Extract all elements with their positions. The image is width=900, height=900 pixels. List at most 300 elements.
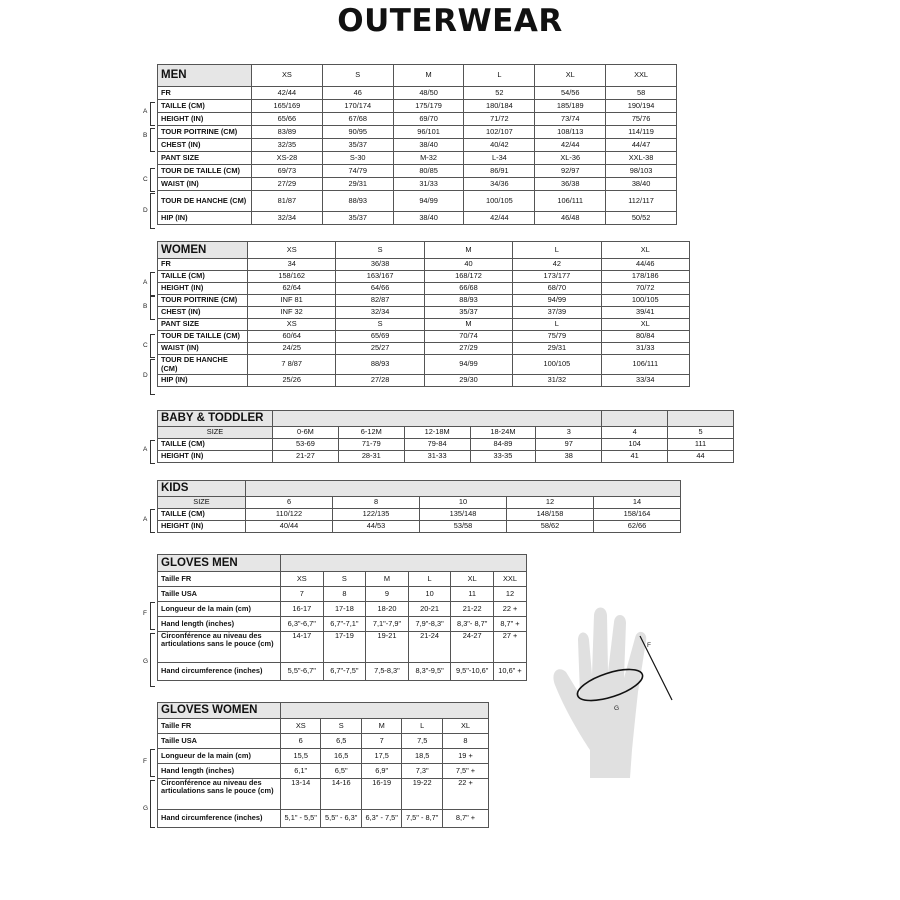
table-row — [158, 521, 681, 533]
group-letter-a: A — [143, 516, 148, 523]
group-letter-c: C — [143, 342, 148, 349]
cell: 7 8/87 — [248, 355, 336, 375]
gloves-women-size-table — [157, 702, 489, 828]
row-label: FR — [158, 259, 248, 271]
size-cell: L — [464, 65, 535, 87]
cell: 40 — [424, 259, 512, 271]
cell: 31/32 — [513, 375, 601, 387]
table-header-row — [158, 555, 527, 572]
cell: 29/30 — [424, 375, 512, 387]
row-label: TOUR POITRINE (CM) — [158, 126, 252, 139]
cell: 173/177 — [513, 271, 601, 283]
table-row — [158, 617, 527, 632]
table-row — [158, 427, 734, 439]
table-row — [158, 719, 489, 734]
cell: 110/122 — [246, 509, 333, 521]
cell: 62/66 — [594, 521, 681, 533]
cell: 80/85 — [393, 165, 464, 178]
group-bracket — [150, 440, 155, 464]
gloves-men-size-table — [157, 554, 527, 681]
group-bracket — [150, 272, 155, 296]
row-label: HEIGHT (IN) — [158, 283, 248, 295]
table-row — [158, 509, 681, 521]
table-row — [158, 283, 690, 295]
cell: XL — [451, 572, 494, 587]
cell: 42 — [513, 259, 601, 271]
cell: 6 — [281, 734, 321, 749]
table-row — [158, 152, 677, 165]
row-label: PANT SIZE — [158, 152, 252, 165]
cell: 6,1" — [281, 764, 321, 779]
cell: 35/37 — [322, 139, 393, 152]
cell: 180/184 — [464, 100, 535, 113]
table-row — [158, 439, 734, 451]
cell: 44/53 — [333, 521, 420, 533]
group-bracket — [150, 128, 155, 152]
cell: 11 — [451, 587, 494, 602]
group-bracket — [150, 168, 155, 192]
cell: 8,3"- 8,7" — [451, 617, 494, 632]
table-row — [158, 126, 677, 139]
cell: INF 32 — [248, 307, 336, 319]
cell: 6,3"-6,7" — [281, 617, 324, 632]
group-bracket — [150, 359, 155, 395]
cell: XS — [248, 319, 336, 331]
cell: 5,5"-6,7" — [281, 663, 324, 681]
row-label: HIP (IN) — [158, 212, 252, 225]
cell: 100/105 — [464, 191, 535, 212]
row-label: WAIST (IN) — [158, 178, 252, 191]
row-label: Circonférence au niveau des articulations sans le pouce (cm) — [158, 779, 281, 810]
cell: S — [321, 719, 361, 734]
cell: 88/93 — [424, 295, 512, 307]
table-row — [158, 734, 489, 749]
cell: 7,5" - 8,7" — [402, 810, 443, 828]
cell: 35/37 — [322, 212, 393, 225]
cell: S-30 — [322, 152, 393, 165]
row-label: Taille FR — [158, 719, 281, 734]
row-label: Longueur de la main (cm) — [158, 602, 281, 617]
cell: 135/148 — [420, 509, 507, 521]
header-fill — [246, 481, 681, 497]
cell: 31/33 — [601, 343, 689, 355]
cell: 38/40 — [393, 139, 464, 152]
cell: 19 + — [442, 749, 488, 764]
cell: 54/56 — [535, 87, 606, 100]
cell: 73/74 — [535, 113, 606, 126]
cell: 98/103 — [606, 165, 677, 178]
table-row — [158, 113, 677, 126]
table-row — [158, 271, 690, 283]
header-fill — [273, 411, 602, 427]
cell: 66/68 — [424, 283, 512, 295]
group-bracket — [150, 749, 155, 777]
cell: 17-19 — [323, 632, 366, 663]
cell: 40/44 — [246, 521, 333, 533]
row-label: TAILLE (CM) — [158, 100, 252, 113]
header-fill — [281, 703, 489, 719]
group-letter-d: D — [143, 372, 148, 379]
cell: 148/158 — [507, 509, 594, 521]
cell: 14-16 — [321, 779, 361, 810]
hand-icon — [550, 600, 680, 780]
glove-label-f: F — [647, 642, 651, 649]
cell: 35/37 — [424, 307, 512, 319]
cell: 38/40 — [606, 178, 677, 191]
glove-label-g: G — [614, 705, 620, 712]
cell: M — [366, 572, 409, 587]
size-cell: 0-6M — [273, 427, 339, 439]
cell: 6,5 — [321, 734, 361, 749]
row-label: TAILLE (CM) — [158, 439, 273, 451]
cell: 185/189 — [535, 100, 606, 113]
cell: 9,5"-10,6" — [451, 663, 494, 681]
table-header-row — [158, 242, 690, 259]
cell: 111 — [668, 439, 734, 451]
cell: 19-21 — [366, 632, 409, 663]
cell: 70/72 — [601, 283, 689, 295]
size-cell: XS — [248, 242, 336, 259]
row-label: TOUR DE HANCHE (CM) — [158, 355, 248, 375]
cell: 6,9" — [361, 764, 401, 779]
table-row — [158, 663, 527, 681]
cell: 178/186 — [601, 271, 689, 283]
size-cell: 10 — [420, 497, 507, 509]
cell: 44/46 — [601, 259, 689, 271]
cell: 10 — [408, 587, 451, 602]
header-fill — [602, 411, 668, 427]
cell: 14-17 — [281, 632, 324, 663]
cell: 7,9"-8,3" — [408, 617, 451, 632]
size-cell: L — [513, 242, 601, 259]
table-row — [158, 165, 677, 178]
cell: 163/167 — [336, 271, 424, 283]
cell: L-34 — [464, 152, 535, 165]
cell: 190/194 — [606, 100, 677, 113]
size-cell: XS — [252, 65, 323, 87]
cell: 112/117 — [606, 191, 677, 212]
kids-size-table — [157, 480, 681, 533]
cell: 8,3"-9,5" — [408, 663, 451, 681]
size-label: SIZE — [158, 497, 246, 509]
cell: 58 — [606, 87, 677, 100]
cell: 94/99 — [393, 191, 464, 212]
group-letter-g: G — [143, 805, 149, 812]
row-label: Hand length (inches) — [158, 617, 281, 632]
group-letter-g: G — [143, 658, 149, 665]
cell: 71/72 — [464, 113, 535, 126]
cell: 106/111 — [601, 355, 689, 375]
cell: 7,3" — [402, 764, 443, 779]
size-cell: 6 — [246, 497, 333, 509]
group-bracket — [150, 780, 155, 828]
cell: 69/70 — [393, 113, 464, 126]
table-row — [158, 178, 677, 191]
row-label: FR — [158, 87, 252, 100]
cell: XS-28 — [252, 152, 323, 165]
group-bracket — [150, 193, 155, 229]
cell: INF 81 — [248, 295, 336, 307]
row-label: Longueur de la main (cm) — [158, 749, 281, 764]
cell: 60/64 — [248, 331, 336, 343]
cell: 75/79 — [513, 331, 601, 343]
table-row — [158, 749, 489, 764]
row-label: Hand circumference (inches) — [158, 663, 281, 681]
table-heading: GLOVES WOMEN — [158, 703, 281, 719]
cell: 165/169 — [252, 100, 323, 113]
cell: 46/48 — [535, 212, 606, 225]
cell: 32/34 — [336, 307, 424, 319]
table-row — [158, 331, 690, 343]
cell: 17-18 — [323, 602, 366, 617]
cell: 46 — [322, 87, 393, 100]
cell: 80/84 — [601, 331, 689, 343]
cell: 7 — [361, 734, 401, 749]
table-heading: MEN — [158, 65, 252, 87]
cell: S — [323, 572, 366, 587]
cell: 106/111 — [535, 191, 606, 212]
row-label: TOUR DE HANCHE (CM) — [158, 191, 252, 212]
table-row — [158, 343, 690, 355]
size-cell: 8 — [333, 497, 420, 509]
cell: 25/26 — [248, 375, 336, 387]
cell: 36/38 — [336, 259, 424, 271]
size-cell: S — [322, 65, 393, 87]
cell: 7,1"-7,9" — [366, 617, 409, 632]
cell: 31-33 — [404, 451, 470, 463]
cell: 92/97 — [535, 165, 606, 178]
cell: 24/25 — [248, 343, 336, 355]
size-cell: XL — [535, 65, 606, 87]
cell: 15,5 — [281, 749, 321, 764]
cell: 74/79 — [322, 165, 393, 178]
cell: 88/93 — [336, 355, 424, 375]
cell: 16-17 — [281, 602, 324, 617]
cell: 38/40 — [393, 212, 464, 225]
cell: 27/29 — [424, 343, 512, 355]
cell: 48/50 — [393, 87, 464, 100]
cell: XL — [442, 719, 488, 734]
cell: 108/113 — [535, 126, 606, 139]
cell: 8 — [442, 734, 488, 749]
women-size-table — [157, 241, 690, 387]
cell: 44 — [668, 451, 734, 463]
group-bracket — [150, 602, 155, 630]
cell: 38 — [536, 451, 602, 463]
size-cell: 12-18M — [404, 427, 470, 439]
cell: 32/34 — [252, 212, 323, 225]
table-row — [158, 602, 527, 617]
group-letter-a: A — [143, 446, 148, 453]
table-row — [158, 319, 690, 331]
cell: 96/101 — [393, 126, 464, 139]
cell: 44/47 — [606, 139, 677, 152]
cell: XL-36 — [535, 152, 606, 165]
cell: 5,5" - 6,3" — [321, 810, 361, 828]
cell: 53-69 — [273, 439, 339, 451]
cell: 68/70 — [513, 283, 601, 295]
size-cell: XL — [601, 242, 689, 259]
cell: 27 + — [494, 632, 527, 663]
cell: 79-84 — [404, 439, 470, 451]
cell: 29/31 — [513, 343, 601, 355]
table-row — [158, 307, 690, 319]
cell: 83/89 — [252, 126, 323, 139]
size-label: SIZE — [158, 427, 273, 439]
cell: L — [408, 572, 451, 587]
cell: 58/62 — [507, 521, 594, 533]
table-row — [158, 259, 690, 271]
cell: 6,5" — [321, 764, 361, 779]
cell: 65/66 — [252, 113, 323, 126]
cell: 86/91 — [464, 165, 535, 178]
cell: 8,7" + — [442, 810, 488, 828]
row-label: Hand circumference (inches) — [158, 810, 281, 828]
cell: 90/95 — [322, 126, 393, 139]
cell: 31/33 — [393, 178, 464, 191]
size-cell: 3 — [536, 427, 602, 439]
cell: 67/68 — [322, 113, 393, 126]
row-label: Taille FR — [158, 572, 281, 587]
cell: 70/74 — [424, 331, 512, 343]
cell: 32/35 — [252, 139, 323, 152]
cell: XXL — [494, 572, 527, 587]
table-row — [158, 100, 677, 113]
table-row — [158, 587, 527, 602]
row-label: WAIST (IN) — [158, 343, 248, 355]
table-heading: GLOVES MEN — [158, 555, 281, 572]
cell: 81/87 — [252, 191, 323, 212]
cell: 8 — [323, 587, 366, 602]
row-label: HEIGHT (IN) — [158, 451, 273, 463]
cell: 12 — [494, 587, 527, 602]
cell: S — [336, 319, 424, 331]
group-letter-c: C — [143, 176, 148, 183]
row-label: Hand length (inches) — [158, 764, 281, 779]
cell: 158/162 — [248, 271, 336, 283]
cell: 37/39 — [513, 307, 601, 319]
cell: 10,6" + — [494, 663, 527, 681]
cell: 168/172 — [424, 271, 512, 283]
cell: 88/93 — [322, 191, 393, 212]
table-row — [158, 572, 527, 587]
cell: 9 — [366, 587, 409, 602]
cell: 5,1" - 5,5" — [281, 810, 321, 828]
cell: 16,5 — [321, 749, 361, 764]
table-row — [158, 632, 527, 663]
group-letter-f: F — [143, 758, 147, 765]
cell: XL — [601, 319, 689, 331]
glove-illustration — [550, 600, 680, 780]
page-title: OUTERWEAR — [337, 3, 563, 39]
group-bracket — [150, 102, 155, 126]
cell: 104 — [602, 439, 668, 451]
cell: 18,5 — [402, 749, 443, 764]
group-letter-a: A — [143, 279, 148, 286]
cell: 8,7" + — [494, 617, 527, 632]
size-cell: S — [336, 242, 424, 259]
cell: 34 — [248, 259, 336, 271]
cell: 6,7"-7,1" — [323, 617, 366, 632]
cell: 84-89 — [470, 439, 536, 451]
table-header-row — [158, 65, 677, 87]
group-bracket — [150, 633, 155, 687]
table-row — [158, 139, 677, 152]
group-letter-f: F — [143, 610, 147, 617]
table-row — [158, 212, 677, 225]
cell: 158/164 — [594, 509, 681, 521]
cell: 24-27 — [451, 632, 494, 663]
cell: 16-19 — [361, 779, 401, 810]
cell: 40/42 — [464, 139, 535, 152]
cell: 97 — [536, 439, 602, 451]
table-row — [158, 295, 690, 307]
row-label: HIP (IN) — [158, 375, 248, 387]
row-label: PANT SIZE — [158, 319, 248, 331]
size-cell: 6-12M — [338, 427, 404, 439]
group-bracket — [150, 334, 155, 358]
cell: 52 — [464, 87, 535, 100]
cell: 7,5 — [402, 734, 443, 749]
row-label: TAILLE (CM) — [158, 271, 248, 283]
cell: 13-14 — [281, 779, 321, 810]
cell: 7,5" + — [442, 764, 488, 779]
cell: M — [361, 719, 401, 734]
header-fill — [281, 555, 527, 572]
size-cell: M — [393, 65, 464, 87]
row-label: CHEST (IN) — [158, 307, 248, 319]
row-label: HEIGHT (IN) — [158, 113, 252, 126]
cell: 21-22 — [451, 602, 494, 617]
size-cell: 4 — [602, 427, 668, 439]
cell: 100/105 — [601, 295, 689, 307]
group-letter-a: A — [143, 108, 148, 115]
table-header-row — [158, 411, 734, 427]
row-label: CHEST (IN) — [158, 139, 252, 152]
cell: L — [402, 719, 443, 734]
cell: 25/27 — [336, 343, 424, 355]
cell: 41 — [602, 451, 668, 463]
cell: 75/76 — [606, 113, 677, 126]
group-bracket — [150, 509, 155, 533]
cell: M-32 — [393, 152, 464, 165]
cell: 27/28 — [336, 375, 424, 387]
cell: 94/99 — [513, 295, 601, 307]
cell: 20-21 — [408, 602, 451, 617]
table-row — [158, 355, 690, 375]
cell: L — [513, 319, 601, 331]
row-label: HEIGHT (IN) — [158, 521, 246, 533]
cell: 28-31 — [338, 451, 404, 463]
baby-toddler-size-table — [157, 410, 734, 463]
cell: 100/105 — [513, 355, 601, 375]
table-row — [158, 87, 677, 100]
cell: 19-22 — [402, 779, 443, 810]
cell: 69/73 — [252, 165, 323, 178]
cell: 122/135 — [333, 509, 420, 521]
cell: XS — [281, 719, 321, 734]
cell: 114/119 — [606, 126, 677, 139]
cell: 64/66 — [336, 283, 424, 295]
cell: 39/41 — [601, 307, 689, 319]
table-heading: KIDS — [158, 481, 246, 497]
cell: 6,3" - 7,5" — [361, 810, 401, 828]
row-label: TAILLE (CM) — [158, 509, 246, 521]
cell: 7 — [281, 587, 324, 602]
cell: 22 + — [494, 602, 527, 617]
cell: XS — [281, 572, 324, 587]
size-cell: 14 — [594, 497, 681, 509]
